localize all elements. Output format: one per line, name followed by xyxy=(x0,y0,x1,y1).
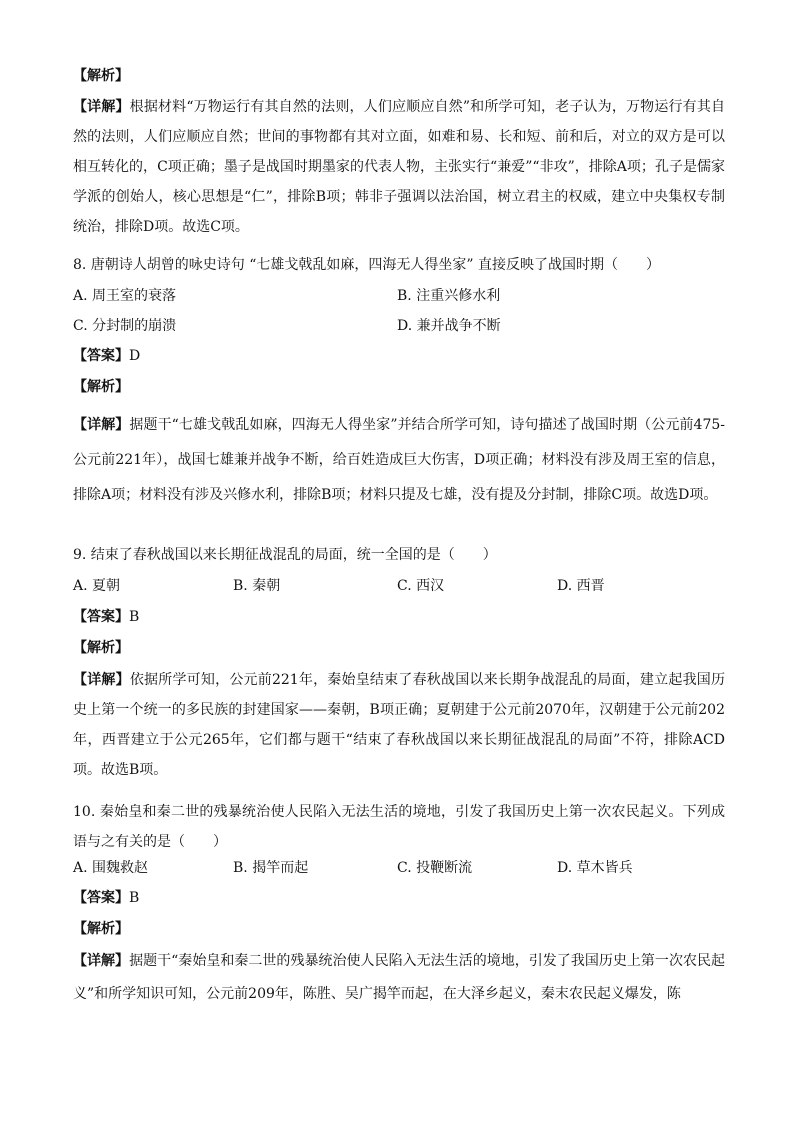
detail-label: 【详解】 xyxy=(73,417,130,433)
analysis-label: 【解析】 xyxy=(73,379,129,395)
q9-answer xyxy=(73,607,139,627)
q9-option-b: B. 秦朝 xyxy=(233,578,281,594)
question-9-stem: 9. 结束了春秋战国以来长期征战混乱的局面，统一全国的是（ ） xyxy=(73,547,497,563)
q9-option-d: D. 西晋 xyxy=(557,578,605,594)
answer-value: B xyxy=(129,890,140,906)
q10-option-c: C. 投鞭断流 xyxy=(397,860,473,876)
q9-option-c: C. 西汉 xyxy=(397,578,445,594)
detail-paragraph xyxy=(73,408,725,513)
answer-value: D xyxy=(129,348,141,364)
detail-paragraph xyxy=(73,945,725,1011)
question-8-stem: 8. 唐朝诗人胡曾的咏史诗句 “七雄戈戟乱如麻，四海无人得坐家” 直接反映了战国时期（ ） xyxy=(73,257,661,273)
answer-label: 【答案】 xyxy=(73,890,129,906)
answer-label: 【答案】 xyxy=(73,348,129,364)
q9-option-a: A. 夏朝 xyxy=(73,578,121,594)
detail-text: 据题干“秦始皇和秦二世的残暴统治使人民陷入无法生活的境地，引发了我国历史上第一次农民起义”和所学知识可知，公元前209年，陈胜、吴广揭竿而起，在大泽乡起义，秦末农民起义爆发，陈 xyxy=(73,953,726,1002)
analysis-label: 【解析】 xyxy=(73,921,129,937)
answer-value: B xyxy=(129,609,140,625)
analysis-label: 【解析】 xyxy=(73,640,129,656)
detail-label: 【详解】 xyxy=(73,953,130,969)
detail-paragraph xyxy=(73,92,725,242)
q10-answer xyxy=(73,888,139,908)
question-10-stem: 10. 秦始皇和秦二世的残暴统治使人民陷入无法生活的境地，引发了我国历史上第一次农民起义。下列成语与之有关的是（ ） xyxy=(73,804,725,850)
answer-label: 【答案】 xyxy=(73,609,129,625)
detail-paragraph xyxy=(73,665,725,785)
q10-option-b: B. 揭竿而起 xyxy=(233,860,309,876)
q10-option-a: A. 围魏救赵 xyxy=(73,860,149,876)
detail-text: 根据材料“万物运行有其自然的法则，人们应顺应自然”和所学可知，老子认为，万物运行有其自然的法则，人们应顺应自然；世间的事物都有其对立面，如难和易、长和短、前和后，对立的双方是可以相互转化的，C项正确；墨子是战国时期墨家的代表人物，主张实行“兼爱”“非攻”，排除A项；孔子是儒家学派的创始人，核心思想是“仁”，排除B项；韩非子强调以法治国，树立君主的权威，建立中央集权专制统治，排除D项。故选C项。 xyxy=(73,99,726,235)
detail-text: 据题干“七雄戈戟乱如麻，四海无人得坐家”并结合所学可知，诗句描述了战国时期（公元前475-公元前221年），战国七雄兼并战争不断，给百姓造成巨大伤害，D项正确；材料没有涉及周王室的信息，排除A项；材料没有涉及兴修水利，排除B项；材料只提及七雄，没有提及分封制，排除C项。故选D项。 xyxy=(73,417,726,503)
q8-option-c: C. 分封制的崩溃 xyxy=(73,318,177,334)
analysis-label: 【解析】 xyxy=(73,68,129,84)
q10-option-d: D. 草木皆兵 xyxy=(557,860,633,876)
q8-option-b: B. 注重兴修水利 xyxy=(397,288,501,304)
detail-text: 依据所学可知，公元前221年，秦始皇结束了春秋战国以来长期争战混乱的局面，建立起我国历史上第一个统一的多民族的封建国家——秦朝，B项正确；夏朝建于公元前2070年，汉朝建于公元前202年，西晋建立于公元265年，它们都与题干“结束了春秋战国以来长期征战混乱的局面”不符，排除ACD项。故选B项。 xyxy=(73,672,725,778)
detail-label: 【详解】 xyxy=(73,672,130,688)
q8-option-d: D. 兼并战争不断 xyxy=(397,318,501,334)
detail-label: 【详解】 xyxy=(73,99,130,115)
q8-answer xyxy=(73,346,140,366)
q8-option-a: A. 周王室的衰落 xyxy=(73,288,177,304)
